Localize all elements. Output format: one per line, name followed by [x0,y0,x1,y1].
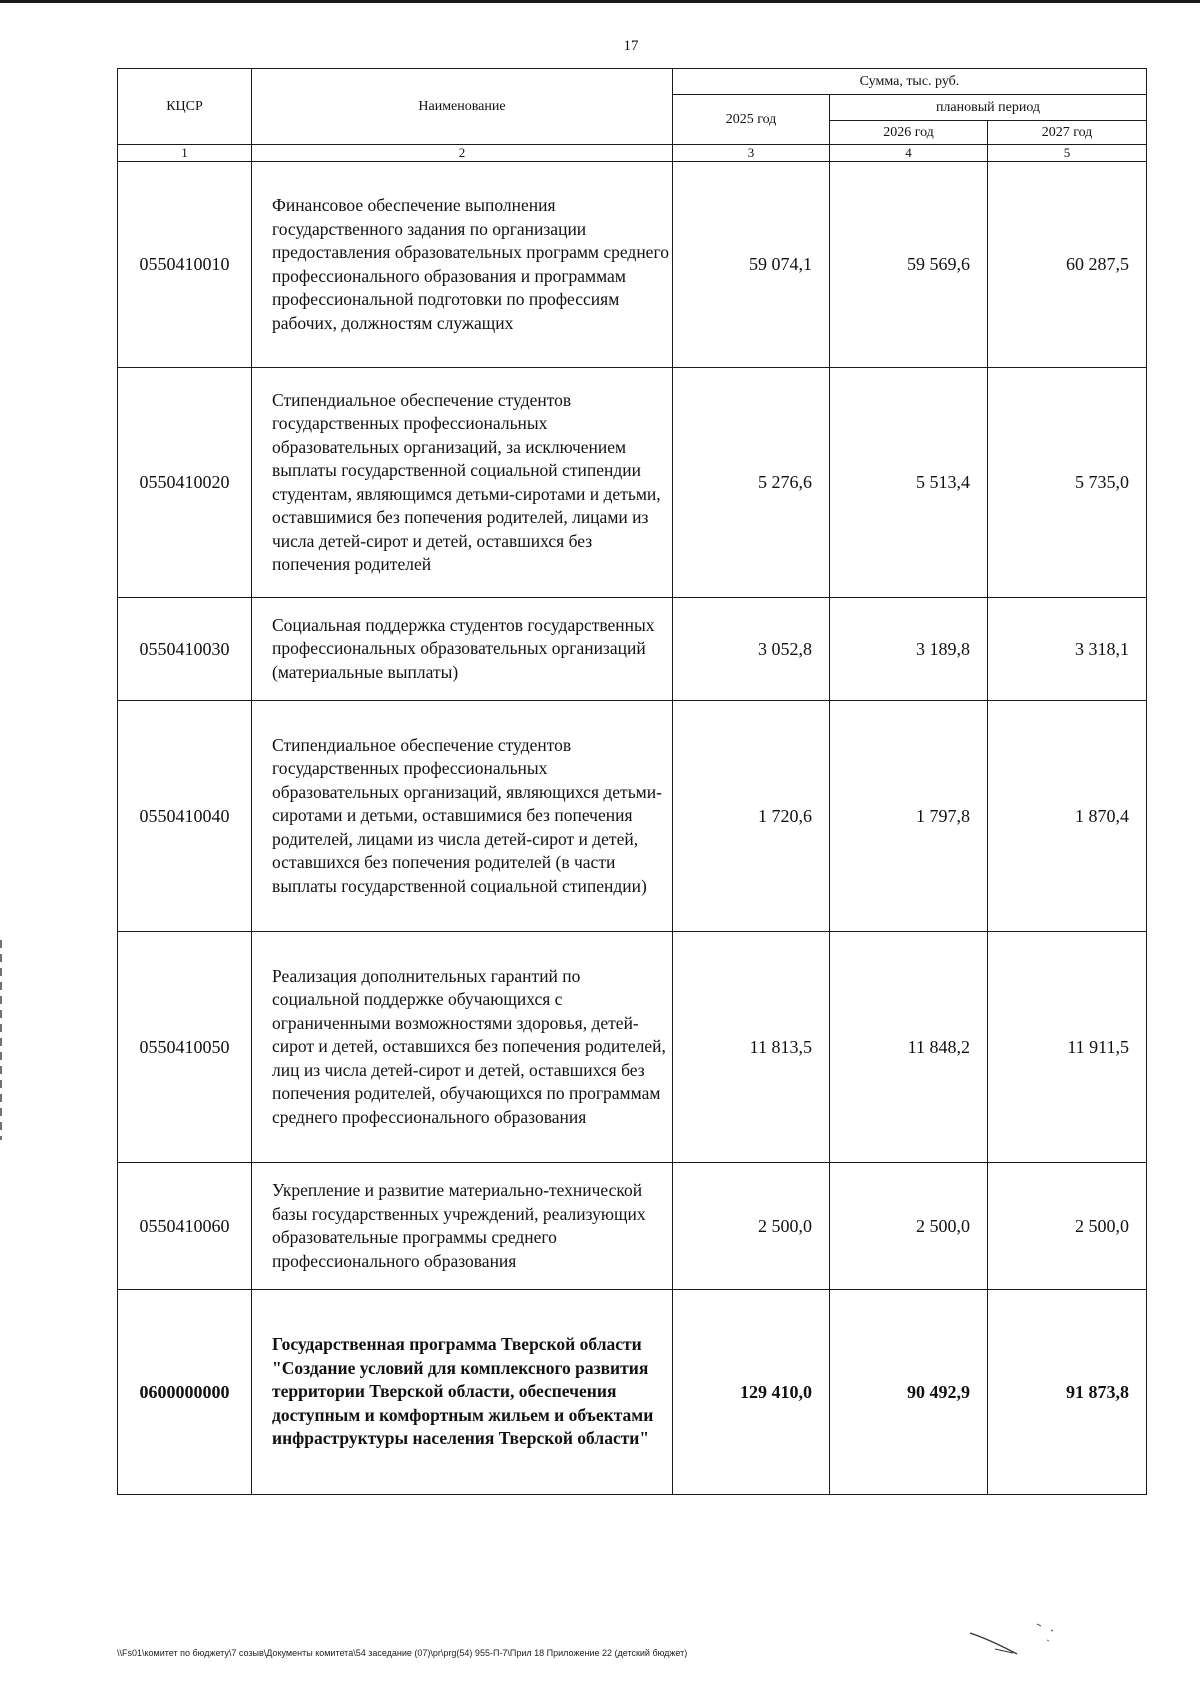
handwritten-signature-mark [965,1618,1075,1663]
header-planning-period: плановый период [830,95,1147,121]
scan-top-edge [0,0,1200,3]
row-amount-2027: 1 870,4 [988,701,1147,932]
row-amount-2025: 129 410,0 [673,1290,830,1495]
column-number: 4 [830,145,988,162]
row-name: Финансовое обеспечение выполнения государственного задания по организации предоставления образовательных программ среднего профессионального образования и программам профессиональной подготовки по профессиям рабочих, должностям служащих [252,162,673,368]
row-name: Реализация дополнительных гарантий по социальной поддержке обучающихся с ограниченными возможностями здоровья, детей-сирот и детей, оставшихся без попечения родителей, лиц из числа детей-сирот и детей, оставшихся без попечения родителей, обучающихся по программам среднего профессионального образования [252,932,673,1163]
row-amount-2026: 11 848,2 [830,932,988,1163]
column-number: 2 [252,145,673,162]
row-name: Стипендиальное обеспечение студентов государственных профессиональных образовательных организаций, за исключением выплаты государственной социальной стипендии студентам, являющимся детьми-сиротами и детьми, оставшимися без попечения родителей, лицами из числа детей-сирот и детей, оставшихся без попечения родителей [252,368,673,598]
row-code: 0550410010 [118,162,252,368]
table-row-program-total [118,1290,1147,1495]
table-row [118,368,1147,598]
footer-file-path: \\Fs01\комитет по бюджету\7 созыв\Документы комитета\54 заседание (07)\pr\prg(54) 955-П-7\Прил 18 Приложение 22 (детский бюджет) [117,1648,688,1658]
row-amount-2027: 60 287,5 [988,162,1147,368]
table-row [118,1163,1147,1290]
table-row [118,598,1147,701]
row-name: Государственная программа Тверской области "Создание условий для комплексного развития территории Тверской области, обеспечения доступным и комфортным жильем и объектами инфраструктуры населения Тверской области" [252,1290,673,1495]
row-name: Стипендиальное обеспечение студентов государственных профессиональных образовательных организаций, являющихся детьми-сиротами и детьми, оставшимися без попечения родителей, лицами из числа детей-сирот и детей, оставшихся без попечения родителей (в части выплаты государственной социальной стипендии) [252,701,673,932]
row-amount-2025: 1 720,6 [673,701,830,932]
row-amount-2027: 5 735,0 [988,368,1147,598]
row-code: 0550410060 [118,1163,252,1290]
row-amount-2025: 11 813,5 [673,932,830,1163]
column-number: 5 [988,145,1147,162]
row-amount-2025: 5 276,6 [673,368,830,598]
header-year-2027: 2027 год [988,121,1147,145]
row-code: 0550410030 [118,598,252,701]
row-code: 0600000000 [118,1290,252,1495]
row-amount-2026: 59 569,6 [830,162,988,368]
row-amount-2026: 1 797,8 [830,701,988,932]
row-amount-2027: 11 911,5 [988,932,1147,1163]
table-row [118,162,1147,368]
table-row [118,701,1147,932]
row-code: 0550410040 [118,701,252,932]
column-number: 3 [673,145,830,162]
row-code: 0550410050 [118,932,252,1163]
row-amount-2027: 3 318,1 [988,598,1147,701]
column-number: 1 [118,145,252,162]
header-code: КЦСР [118,69,252,145]
row-code: 0550410020 [118,368,252,598]
row-amount-2026: 5 513,4 [830,368,988,598]
budget-table [117,68,1147,1495]
row-amount-2027: 91 873,8 [988,1290,1147,1495]
header-year-2025: 2025 год [673,95,830,145]
table-row [118,932,1147,1163]
header-amount-group: Сумма, тыс. руб. [673,69,1147,95]
header-year-2026: 2026 год [830,121,988,145]
row-amount-2027: 2 500,0 [988,1163,1147,1290]
column-number-row [118,145,1147,162]
scan-edge-marks [0,940,4,1140]
row-name: Укрепление и развитие материально-технической базы государственных учреждений, реализующих образовательные программы среднего профессионального образования [252,1163,673,1290]
row-amount-2026: 2 500,0 [830,1163,988,1290]
row-amount-2025: 2 500,0 [673,1163,830,1290]
header-name: Наименование [252,69,673,145]
row-amount-2026: 90 492,9 [830,1290,988,1495]
row-amount-2025: 3 052,8 [673,598,830,701]
row-name: Социальная поддержка студентов государственных профессиональных образовательных организаций (материальные выплаты) [252,598,673,701]
row-amount-2025: 59 074,1 [673,162,830,368]
row-amount-2026: 3 189,8 [830,598,988,701]
page-number: 17 [623,38,639,54]
